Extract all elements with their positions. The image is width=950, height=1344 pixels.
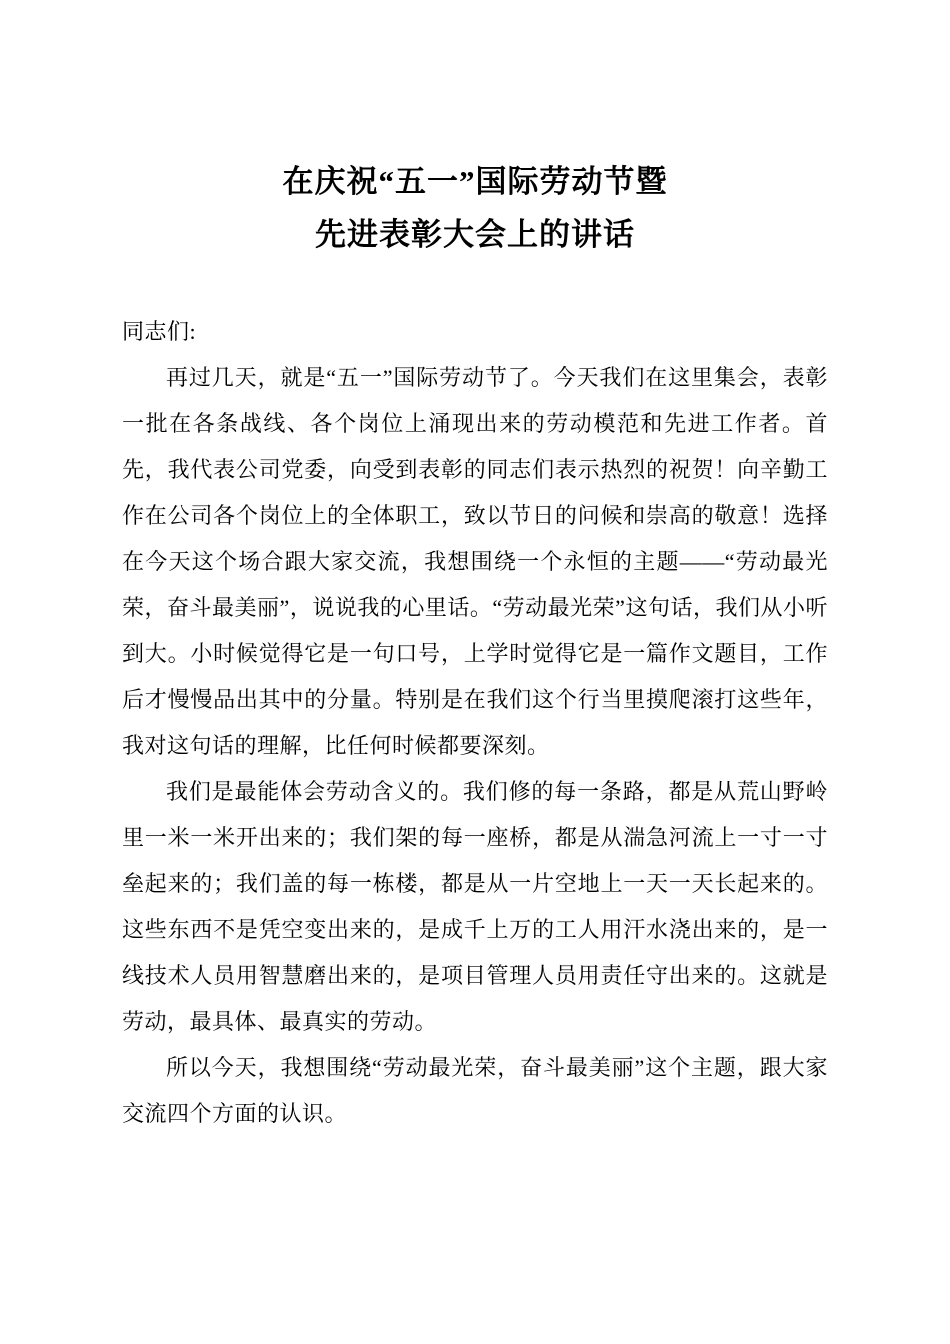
salutation: 同志们: <box>122 319 197 344</box>
body-paragraph: 我们是最能体会劳动含义的。我们修的每一条路，都是从荒山野岭里一米一米开出来的；我们架的每一座桥，都是从湍急河流上一寸一寸垒起来的；我们盖的每一栋楼，都是从一片空地上一天一天长起来的。这些东西不是凭空变出来的，是成千上万的工人用汗水浇出来的，是一线技术人员用智慧磨出来的，是项目管理人员用责任守出来的。这就是劳动，最具体、最真实的劳动。 <box>122 779 828 1034</box>
body-paragraph: 再过几天，就是“五一”国际劳动节了。今天我们在这里集会，表彰一批在各条战线、各个岗位上涌现出来的劳动模范和先进工作者。首先，我代表公司党委，向受到表彰的同志们表示热烈的祝贺！向辛勤工作在公司各个岗位上的全体职工，致以节日的问候和崇高的敬意！选择在今天这个场合跟大家交流，我想围绕一个永恒的主题——“劳动最光荣，奋斗最美丽”，说说我的心里话。“劳动最光荣”这句话，我们从小听到大。小时候觉得它是一句口号，上学时觉得它是一篇作文题目，工作后才慢慢品出其中的分量。特别是在我们这个行当里摸爬滚打这些年，我对这句话的理解，比任何时候都要深刻。 <box>122 365 828 758</box>
document-body <box>122 309 828 1137</box>
document-title-line-2: 先进表彰大会上的讲话 <box>315 217 635 252</box>
document-title-line-1: 在庆祝“五一”国际劳动节暨 <box>282 164 668 199</box>
body-paragraph: 所以今天，我想围绕“劳动最光荣，奋斗最美丽”这个主题，跟大家交流四个方面的认识。 <box>122 1055 828 1126</box>
document-title <box>122 155 828 261</box>
